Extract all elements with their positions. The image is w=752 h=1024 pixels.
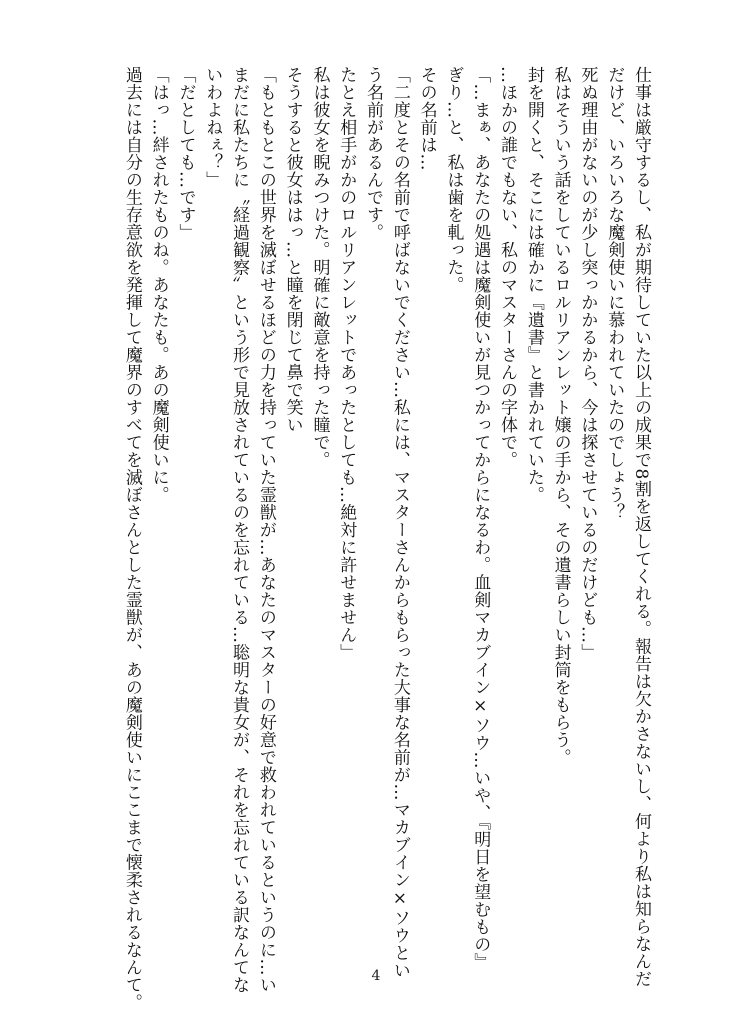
text-line: 「…まぁ、あなたの処遇は魔剣使いが見つかってからになるわ。血剣マカブイン×ソウ…いや、『明日を望むもの』 xyxy=(470,66,491,971)
text-line: 仕事は厳守するし、私が期待していた以上の成果で8割を返してくれる。報告は欠かさないし、何より私は知らなんだ xyxy=(631,66,651,988)
text-line: う名前があるんです。 xyxy=(363,66,384,241)
text-line: …ほかの誰でもない、私のマスターさんの字体で。 xyxy=(497,66,518,469)
text-line: 「だとしても…です」 xyxy=(175,66,196,241)
text-line: 封を開くと、そこには確かに『遺書』と書かれていた。 xyxy=(523,66,544,504)
text-line: 私はそういう話をしているロルリアンレット嬢の手から、その遺書らしい封筒をもらう。 xyxy=(550,66,571,766)
text-line: まだに私たちに〝経過観察〟という形で見放されているのを忘れている…聡明な貴女が、それを忘れている訳なんてな xyxy=(229,66,250,994)
text-line: 過去には自分の生存意欲を発揮して魔界のすべてを滅ぼさんとした霊獣が、あの魔剣使いにここまで懐柔されるなんて。 xyxy=(121,66,142,1011)
text-line: 「二度とその名前で呼ばないでください…私には、マスターさんからもらった大事な名前が…マカブイン×ソウとい xyxy=(389,66,410,979)
text-line: そうすると彼女ははっ…と瞳を閉じて鼻で笑い xyxy=(282,66,303,434)
text-line: だけど、いろいろな魔剣使いに慕われていたのでしょう？ xyxy=(604,66,625,521)
vertical-text-body xyxy=(118,66,654,1011)
text-line: 「もともとこの世界を滅ぼせるほどの力を持っていた霊獣が…あなたのマスターの好意で救われているというのに…い xyxy=(255,66,276,994)
text-line: たとえ相手がかのロルリアンレットであったとしても…絶対に許せません」 xyxy=(336,66,357,661)
text-line: 私は彼女を睨みつけた。明確に敵意を持った瞳で。 xyxy=(309,66,330,469)
text-line: 「はっ…絆されたものね。あなたも。あの魔剣使いに。 xyxy=(148,66,169,504)
text-line: 死ぬ理由がないのが少し突っかかるから、今は探させているのだけども…」 xyxy=(577,66,598,661)
text-line: その名前は… xyxy=(416,66,437,171)
text-line: ぎり…と、私は歯を軋った。 xyxy=(443,66,464,294)
text-line: いわよねぇ？」 xyxy=(202,66,223,189)
page-number: 4 xyxy=(371,968,381,984)
